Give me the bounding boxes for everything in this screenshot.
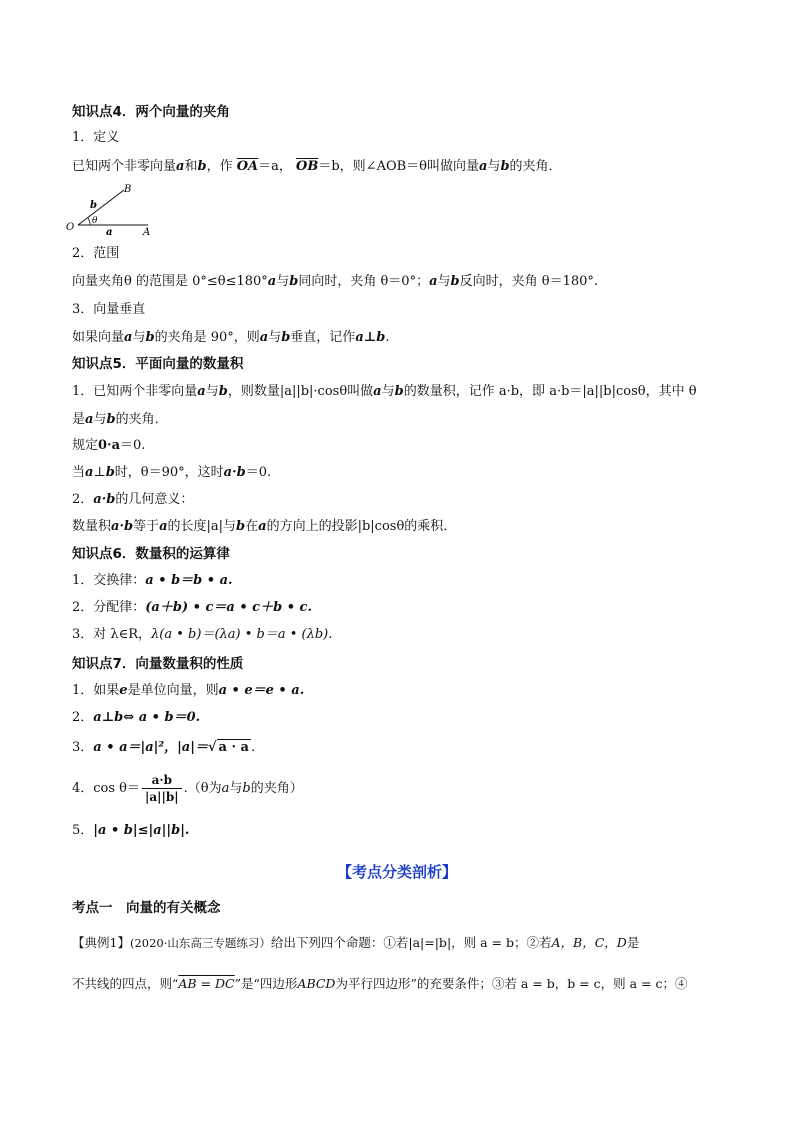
section-heading-5: 知识点5．平面向量的数量积 [72,356,244,372]
geometric-meaning-line: 数量积a·b等于a的长度|a|与b在a的方向上的投影|b|cosθ的乘积． [72,519,457,534]
property-3: 3．a • a＝|a|²，|a|＝√ a · a . [72,740,256,755]
distributive-law: 2．分配律：(a＋b) • c＝a • c＋b • c. [72,600,312,615]
subsection-definition: 1．定义 [72,130,120,145]
example-label: 【典例1】 [72,935,130,950]
angle-figure [60,182,160,238]
definition-line: 已知两个非零向量a和b，作 $\overline{OA}=a$， $\overline{OB}=b$，则∠AOB＝θ叫做向量a与b的夹角． [72,159,562,174]
property-2: 2．a⊥b⇔ a • b＝0. [72,710,201,725]
section-heading-6: 知识点6．数量积的运算律 [72,546,230,562]
commutative-law: 1．交换律：a • b＝b • a. [72,573,233,588]
subsection-perpendicular: 3．向量垂直 [72,302,146,317]
example-line-1: 【典例1】(2020·山东高三专题练习）给出下列四个命题：①若|a|=|b|，则 a = b；②若A，B，C，D是 [72,935,640,950]
zero-rule-line: 规定0·a＝0. [72,438,146,453]
example-source: (2020·山东高三专题练习） [129,936,271,950]
example-line-2: 不共线的四点，则“AB = DC”是“四边形ABCD为平行四边形”的充要条件；③若 a = b，b = c，则 a = c；④ [72,976,688,991]
fig-label-b: B [124,184,132,195]
subsection-range: 2．范围 [72,246,120,261]
perpendicular-line: 如果向量a与b的夹角是 90°，则a与b垂直，记作a⊥b. [72,330,390,345]
vector-ob: $\overline{OB}$ [296,159,319,174]
property-1: 1．如果e是单位向量，则a • e＝e • a. [72,683,305,698]
geometric-meaning-title: 2．a·b的几何意义： [72,492,194,507]
range-line: 向量夹角θ 的范围是 0°≤θ≤180°a与b同向时，夹角 θ＝0°；a与b反向时，夹角 θ＝180°. [72,274,599,289]
fig-label-vec-b: b [90,200,97,211]
fig-label-a: A [143,227,151,238]
sqrt-expression: a · a [218,740,249,755]
fig-label-vec-a: a [106,227,113,238]
scalar-law: 3．对 λ∈R，λ(a • b)＝(λa) • b＝a • (λb). [72,627,333,642]
cos-fraction: $\frac{a\cdot b}{|a||b|}$ [142,772,182,805]
property-5: 5．|a • b|≤|a||b|. [72,823,190,838]
dot-product-definition-line2: 是a与b的夹角． [72,412,168,427]
section-heading-7: 知识点7．向量数量积的性质 [72,656,244,672]
fig-label-theta: θ [92,216,98,226]
section-title-classification: 【考点分类剖析】 [336,863,457,881]
topic-heading-1: 考点一 向量的有关概念 [72,900,221,916]
property-4: 4．cos θ＝ $\frac{a\cdot b}{|a||b|}$ .（θ为a与b的夹角） [72,773,303,804]
fig-label-o: O [66,222,75,233]
dot-product-definition-line1: 1．已知两个非零向量a与b，则数量|a||b|·cosθ叫做a与b的数量积，记作 a·b，即 a·b＝|a||b|cosθ，其中 θ [72,384,697,399]
perpendicular-dot-line: 当a⊥b时，θ＝90°，这时a·b＝0. [72,465,272,480]
section-heading-4: 知识点4．两个向量的夹角 [72,104,230,120]
vector-oa: $\overline{OA}$ [236,159,259,174]
